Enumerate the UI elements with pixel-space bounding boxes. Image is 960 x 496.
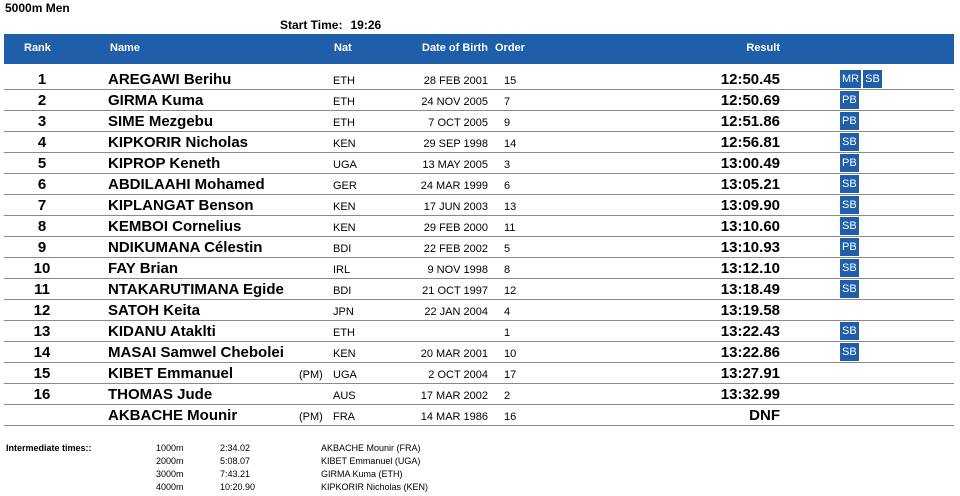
split-time: 10:20.90: [220, 482, 256, 492]
record-badge: SB: [840, 322, 859, 340]
start-time-value: 19:26: [350, 18, 382, 32]
date-of-birth-cell: 9 NOV 1998: [427, 264, 488, 276]
table-row: [4, 258, 954, 279]
split-row: [6, 482, 506, 495]
split-time: 7:43.21: [220, 469, 251, 479]
split-distance: 3000m: [156, 469, 184, 479]
nationality-cell: KEN: [333, 138, 356, 150]
order-cell: 2: [504, 390, 511, 402]
rank-cell: 15: [33, 365, 51, 382]
record-badge: PB: [840, 91, 859, 109]
table-row: [4, 111, 954, 132]
table-row: [4, 405, 954, 426]
rank-cell: 1: [37, 71, 47, 88]
nationality-cell: ETH: [333, 327, 355, 339]
table-row: [4, 300, 954, 321]
nationality-cell: KEN: [333, 222, 356, 234]
table-row: [4, 237, 954, 258]
result-cell: 13:18.49: [720, 281, 780, 298]
table-row: [4, 342, 954, 363]
nationality-cell: KEN: [333, 201, 356, 213]
split-leader: KIPKORIR Nicholas (KEN): [321, 482, 429, 492]
record-badges: [840, 238, 859, 256]
result-cell: 12:51.86: [720, 113, 780, 130]
result-cell: DNF: [749, 407, 780, 424]
results-table: [4, 69, 954, 426]
table-row: [4, 153, 954, 174]
rank-cell: 16: [33, 386, 51, 403]
start-time: [280, 18, 381, 32]
split-row: [6, 443, 506, 456]
record-badge: SB: [840, 133, 859, 151]
split-distance: 4000m: [156, 482, 184, 492]
record-badges: [840, 322, 859, 340]
result-cell: 13:05.21: [720, 176, 780, 193]
split-time: 2:34.02: [220, 443, 251, 453]
rank-cell: 2: [37, 92, 47, 109]
header-order: Order: [495, 42, 525, 54]
nationality-cell: GER: [333, 180, 357, 192]
date-of-birth-cell: 22 JAN 2004: [424, 306, 488, 318]
record-badge: PB: [840, 238, 859, 256]
pacemaker-mark: (PM): [299, 369, 323, 381]
athlete-name: GIRMA Kuma: [108, 92, 204, 109]
athlete-name: THOMAS Jude: [108, 386, 213, 403]
date-of-birth-cell: 14 MAR 1986: [420, 411, 488, 423]
nationality-cell: FRA: [333, 411, 355, 423]
record-badges: [840, 112, 859, 130]
nationality-cell: UGA: [333, 159, 357, 171]
result-cell: 13:22.86: [720, 344, 780, 361]
athlete-name: NDIKUMANA Célestin: [108, 239, 263, 256]
order-cell: 4: [504, 306, 511, 318]
split-leader: KIBET Emmanuel (UGA): [321, 456, 421, 466]
table-row: [4, 363, 954, 384]
split-leader: GIRMA Kuma (ETH): [321, 469, 403, 479]
nationality-cell: ETH: [333, 117, 355, 129]
date-of-birth-cell: 2 OCT 2004: [428, 369, 488, 381]
event-title: 5000m Men: [5, 1, 70, 15]
result-cell: 13:10.93: [720, 239, 780, 256]
record-badge: MR: [840, 70, 861, 88]
rank-cell: 14: [33, 344, 51, 361]
record-badges: [840, 70, 882, 88]
date-of-birth-cell: 7 OCT 2005: [428, 117, 488, 129]
table-row: [4, 195, 954, 216]
nationality-cell: ETH: [333, 75, 355, 87]
result-cell: 12:56.81: [720, 134, 780, 151]
date-of-birth-cell: 13 MAY 2005: [422, 159, 488, 171]
nationality-cell: AUS: [333, 390, 356, 402]
order-cell: 14: [504, 138, 517, 150]
result-cell: 13:27.91: [720, 365, 780, 382]
split-leader: AKBACHE Mounir (FRA): [321, 443, 421, 453]
date-of-birth-cell: 17 JUN 2003: [423, 201, 488, 213]
nationality-cell: KEN: [333, 348, 356, 360]
record-badge: SB: [840, 196, 859, 214]
split-distance: 2000m: [156, 456, 184, 466]
header-nat: Nat: [334, 42, 352, 54]
rank-cell: 8: [37, 218, 47, 235]
nationality-cell: BDI: [333, 243, 352, 255]
split-distance: 1000m: [156, 443, 184, 453]
result-cell: 13:22.43: [720, 323, 780, 340]
record-badge: SB: [840, 175, 859, 193]
athlete-name: KIDANU Ataklti: [108, 323, 216, 340]
result-cell: 12:50.69: [720, 92, 780, 109]
result-cell: 13:09.90: [720, 197, 780, 214]
result-cell: 13:00.49: [720, 155, 780, 172]
rank-cell: 13: [33, 323, 51, 340]
order-cell: 9: [504, 117, 511, 129]
date-of-birth-cell: 28 FEB 2001: [423, 75, 488, 87]
table-row: [4, 174, 954, 195]
rank-cell: 7: [37, 197, 47, 214]
athlete-name: KIPROP Keneth: [108, 155, 221, 172]
date-of-birth-cell: 20 MAR 2001: [420, 348, 488, 360]
record-badge: SB: [863, 70, 882, 88]
athlete-name: NTAKARUTIMANA Egide: [108, 281, 284, 298]
header-name: Name: [110, 42, 140, 54]
athlete-name: MASAI Samwel Chebolei: [108, 344, 284, 361]
rank-cell: 4: [37, 134, 47, 151]
order-cell: 12: [504, 285, 517, 297]
record-badge: SB: [840, 259, 859, 277]
table-row: [4, 321, 954, 342]
nationality-cell: ETH: [333, 96, 355, 108]
order-cell: 8: [504, 264, 511, 276]
record-badges: [840, 259, 859, 277]
athlete-name: FAY Brian: [108, 260, 179, 277]
result-cell: 12:50.45: [720, 71, 780, 88]
start-time-label: Start Time:: [280, 18, 343, 32]
rank-cell: 6: [37, 176, 47, 193]
split-row: [6, 456, 506, 469]
date-of-birth-cell: 29 SEP 1998: [423, 138, 488, 150]
result-cell: 13:19.58: [720, 302, 780, 319]
athlete-name: KIPKORIR Nicholas: [108, 134, 249, 151]
results-table-header: [4, 34, 954, 64]
date-of-birth-cell: 24 NOV 2005: [421, 96, 488, 108]
record-badges: [840, 217, 859, 235]
order-cell: 10: [504, 348, 517, 360]
athlete-name: ABDILAAHI Mohamed: [108, 176, 265, 193]
header-date-of-birth: Date of Birth: [422, 42, 488, 54]
athlete-name: SATOH Keita: [108, 302, 200, 319]
athlete-name: KIPLANGAT Benson: [108, 197, 254, 214]
table-row: [4, 90, 954, 111]
split-time: 5:08.07: [220, 456, 251, 466]
nationality-cell: BDI: [333, 285, 352, 297]
nationality-cell: IRL: [333, 264, 351, 276]
rank-cell: 10: [33, 260, 51, 277]
order-cell: 7: [504, 96, 511, 108]
record-badges: [840, 154, 859, 172]
result-cell: 13:10.60: [720, 218, 780, 235]
table-row: [4, 384, 954, 405]
table-row: [4, 216, 954, 237]
rank-cell: 9: [37, 239, 47, 256]
rank-cell: 5: [37, 155, 47, 172]
record-badge: SB: [840, 217, 859, 235]
athlete-name: KEMBOI Cornelius: [108, 218, 242, 235]
order-cell: 5: [504, 243, 511, 255]
date-of-birth-cell: 22 FEB 2002: [423, 243, 488, 255]
order-cell: 13: [504, 201, 517, 213]
record-badges: [840, 280, 859, 298]
record-badge: PB: [840, 112, 859, 130]
order-cell: 11: [504, 222, 516, 234]
record-badges: [840, 91, 859, 109]
record-badges: [840, 133, 859, 151]
table-row: [4, 69, 954, 90]
split-row: [6, 469, 506, 482]
athlete-name: AREGAWI Berihu: [108, 71, 232, 88]
order-cell: 6: [504, 180, 511, 192]
athlete-name: AKBACHE Mounir: [108, 407, 238, 424]
date-of-birth-cell: 24 MAR 1999: [420, 180, 488, 192]
date-of-birth-cell: 17 MAR 2002: [420, 390, 488, 402]
rank-cell: 12: [33, 302, 51, 319]
record-badge: SB: [840, 280, 859, 298]
result-cell: 13:32.99: [720, 386, 780, 403]
result-cell: 13:12.10: [720, 260, 780, 277]
date-of-birth-cell: 29 FEB 2000: [423, 222, 488, 234]
record-badges: [840, 196, 859, 214]
pacemaker-mark: (PM): [299, 411, 323, 423]
rank-cell: 11: [34, 281, 50, 298]
nationality-cell: JPN: [333, 306, 354, 318]
athlete-name: KIBET Emmanuel: [108, 365, 234, 382]
order-cell: 3: [504, 159, 511, 171]
rank-cell: 3: [37, 113, 47, 130]
order-cell: 1: [504, 327, 511, 339]
record-badges: [840, 343, 859, 361]
header-result: Result: [746, 42, 780, 54]
header-rank: Rank: [24, 42, 51, 54]
date-of-birth-cell: 21 OCT 1997: [422, 285, 488, 297]
record-badge: PB: [840, 154, 859, 172]
table-row: [4, 132, 954, 153]
athlete-name: SIME Mezgebu: [108, 113, 214, 130]
table-row: [4, 279, 954, 300]
nationality-cell: UGA: [333, 369, 357, 381]
order-cell: 15: [504, 75, 517, 87]
record-badges: [840, 175, 859, 193]
order-cell: 16: [504, 411, 517, 423]
order-cell: 17: [504, 369, 517, 381]
intermediate-times-label: Intermediate times::: [6, 443, 92, 453]
record-badge: SB: [840, 343, 859, 361]
